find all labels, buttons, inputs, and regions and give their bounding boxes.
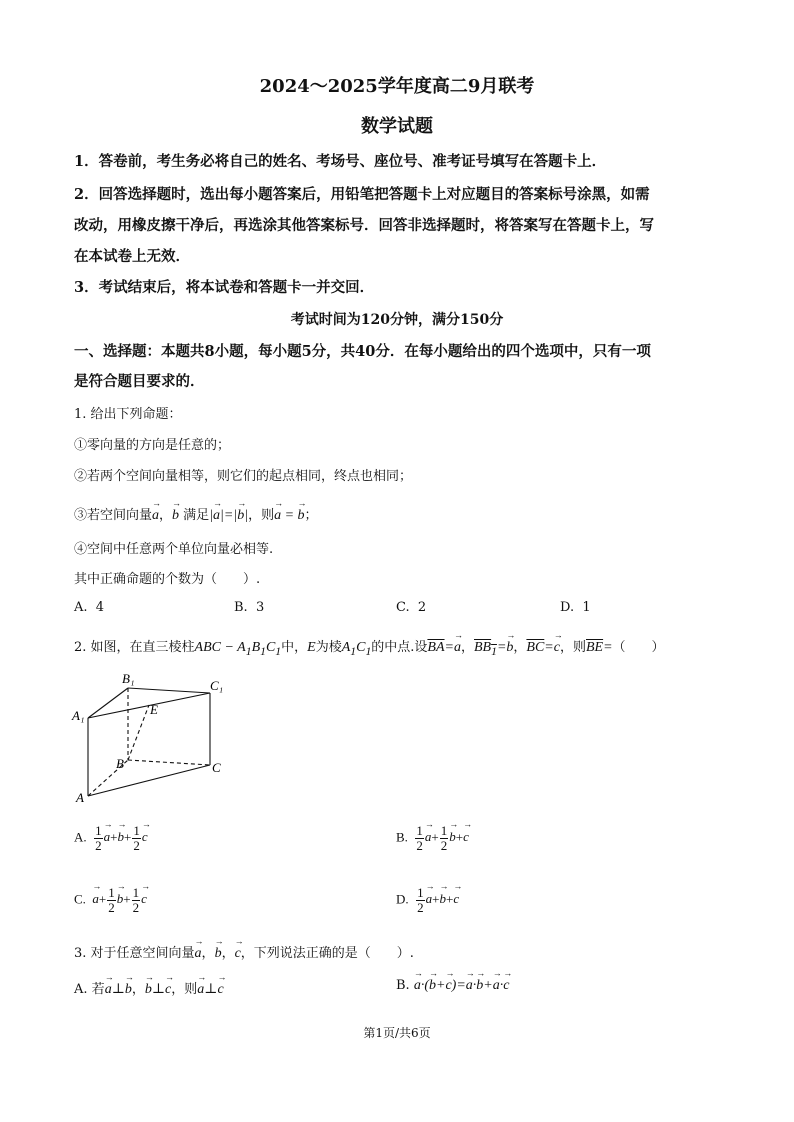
q1-question: 其中正确命题的个数为（ ）. <box>74 572 261 587</box>
instruction-line: 3．考试结束后，将本试卷和答题卡一并交回． <box>74 279 375 296</box>
instruction-line: 2．回答选择题时，选出每小题答案后，用铅笔把答题卡上对应题目的答案标号涂黑，如需 <box>74 186 650 203</box>
instruction-line: 改动，用橡皮擦干净后，再选涂其他答案标号．回答非选择题时，将答案写在答题卡上，写 <box>74 217 654 234</box>
q2-stem: 2. 如图，在直三棱柱ABC − $A_1B_1C_1$中，E为棱$A_1C_1$的中点.设$\overline{BA}=a$ →，$BB_1=b$ →，$\overline{BC}=c$ →，则$\overline{BE}=$（ ） <box>74 636 665 658</box>
label-c: C <box>212 760 221 775</box>
q2-option-c: C. a →+ $\frac{1}{2}$ b →+ $\frac{1}{2}$ c → <box>74 886 147 915</box>
q1-option-c: C. 2 <box>396 600 427 615</box>
q1-option-a: A. 4 <box>74 600 105 615</box>
edge-b1c1 <box>128 688 210 693</box>
exam-info: 考试时间为120分钟，满分150分 <box>290 312 504 328</box>
edge-bc <box>128 760 210 765</box>
label-a1: A₁ <box>72 708 85 723</box>
q1-item: ①零向量的方向是任意的； <box>74 438 231 453</box>
q1-item: ②若两个空间向量相等，则它们的起点相同，终点也相同； <box>74 469 413 484</box>
q1-item: ④空间中任意两个单位向量必相等. <box>74 542 274 557</box>
q3-option-b: B. a →·(b →+c →)=a →·b →+a →·c → <box>396 978 509 994</box>
q2-option-b: B. $\frac{1}{2}$ a →+ $\frac{1}{2}$ b →+c → <box>396 824 469 853</box>
edge-ac <box>88 765 210 796</box>
page-footer: 第1页/共6页 <box>363 1026 431 1040</box>
q1-item-3: ③若空间向量a →，b → 满足|a →|=|b →|，则a → = b →； <box>74 504 318 524</box>
exam-subtitle: 数学试题 <box>361 116 433 137</box>
prism-figure <box>70 668 240 808</box>
q2-option-a: A. $\frac{1}{2}$ a →+b →+ $\frac{1}{2}$ c → <box>74 824 148 853</box>
section-heading: 一、选择题：本题共8小题，每小题5分，共40分．在每小题给出的四个选项中，只有一项 <box>74 343 651 360</box>
q1-stem: 1. 给出下列命题： <box>74 407 182 422</box>
label-b: B <box>116 756 124 771</box>
q3-option-a: A. 若a →⊥b →，b →⊥c →，则a →⊥c → <box>74 978 224 998</box>
section-heading: 是符合题目要求的． <box>74 373 205 390</box>
label-b1: B₁ <box>122 671 135 686</box>
exam-title: 2024～2025学年度高二9月联考 <box>259 76 535 97</box>
q2-option-d: D. $\frac{1}{2}$ a →+b →+c → <box>396 886 459 915</box>
label-c1: C₁ <box>210 678 224 693</box>
label-e: E <box>150 702 158 717</box>
instruction-line: 1．答卷前，考生务必将自己的姓名、考场号、座位号、准考证号填写在答题卡上． <box>74 153 607 170</box>
q1-option-d: D. 1 <box>560 600 591 615</box>
segment-be <box>128 705 149 760</box>
q1-option-b: B. 3 <box>234 600 265 615</box>
label-a: A <box>76 790 84 805</box>
instruction-line: 在本试卷上无效． <box>74 248 190 265</box>
q3-stem: 3. 对于任意空间向量a →，b →，c →，下列说法正确的是（ ）. <box>74 942 414 962</box>
